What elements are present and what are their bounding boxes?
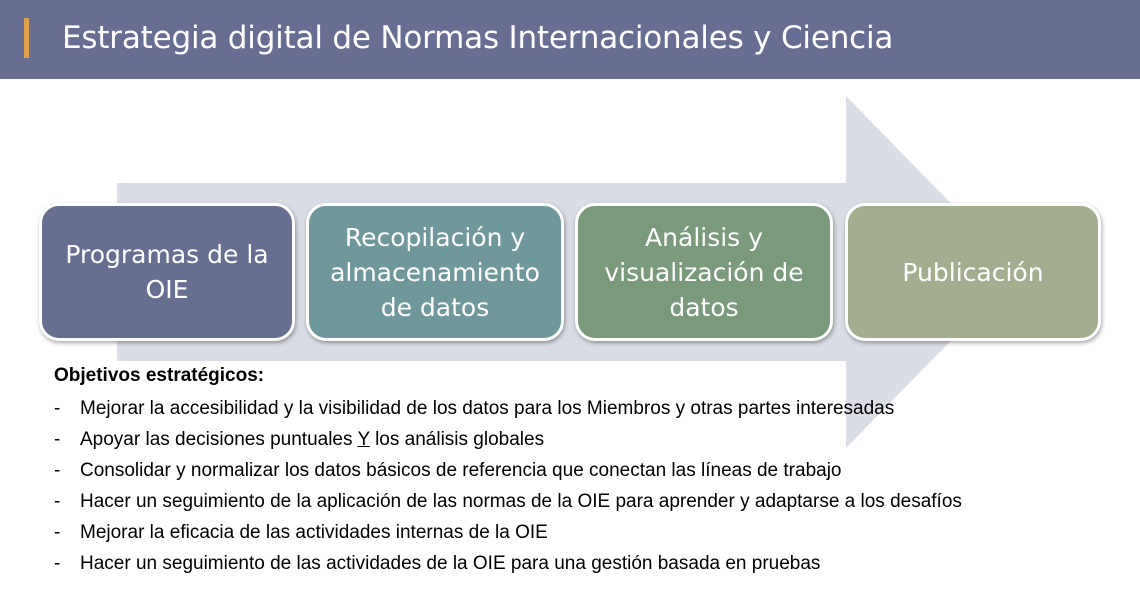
objective-item: [54, 424, 1134, 455]
objective-text-before: Apoyar las decisiones puntuales: [80, 429, 358, 450]
objective-emphasis: Y: [357, 429, 370, 450]
objectives-section: [54, 362, 1134, 579]
objectives-heading: Objetivos estratégicos:: [54, 365, 265, 386]
step-label: Programas de la OIE: [65, 240, 269, 304]
step-box-programas: [39, 203, 295, 341]
step-label: Publicación: [902, 257, 1044, 287]
step-box-analisis: [575, 203, 833, 341]
objective-text: Mejorar la accesibilidad y la visibilidad de los datos para los Miembros y otras partes interesadas: [80, 398, 895, 419]
bullet-dash: -: [54, 460, 61, 481]
objective-item: [54, 393, 1134, 424]
objective-text-after: los análisis globales: [369, 429, 545, 450]
objective-item: [54, 548, 1134, 579]
objectives-list: [54, 393, 1134, 579]
bullet-dash: -: [54, 522, 61, 543]
bullet-dash: -: [54, 429, 61, 450]
step-box-publicacion: [845, 203, 1101, 341]
objective-text: Mejorar la eficacia de las actividades internas de la OIE: [80, 522, 548, 543]
objective-text: Hacer un seguimiento de las actividades de la OIE para una gestión basada en pruebas: [80, 553, 821, 574]
bullet-dash: -: [54, 398, 61, 419]
bullet-dash: -: [54, 491, 61, 512]
bullet-dash: -: [54, 553, 61, 574]
objective-text: Consolidar y normalizar los datos básicos de referencia que conectan las líneas de trabajo: [80, 460, 842, 481]
objective-item: [54, 517, 1134, 548]
objective-text: Hacer un seguimiento de la aplicación de las normas de la OIE para aprender y adaptarse a los desafíos: [80, 491, 962, 512]
objective-item: [54, 486, 1134, 517]
objective-item: [54, 455, 1134, 486]
step-box-recopilacion: [306, 203, 564, 341]
slide-title: Estrategia digital de Normas Internacionales y Ciencia: [62, 20, 894, 56]
step-label: Recopilación y almacenamiento de datos: [330, 222, 540, 322]
step-label: Análisis y visualización de datos: [604, 222, 804, 322]
